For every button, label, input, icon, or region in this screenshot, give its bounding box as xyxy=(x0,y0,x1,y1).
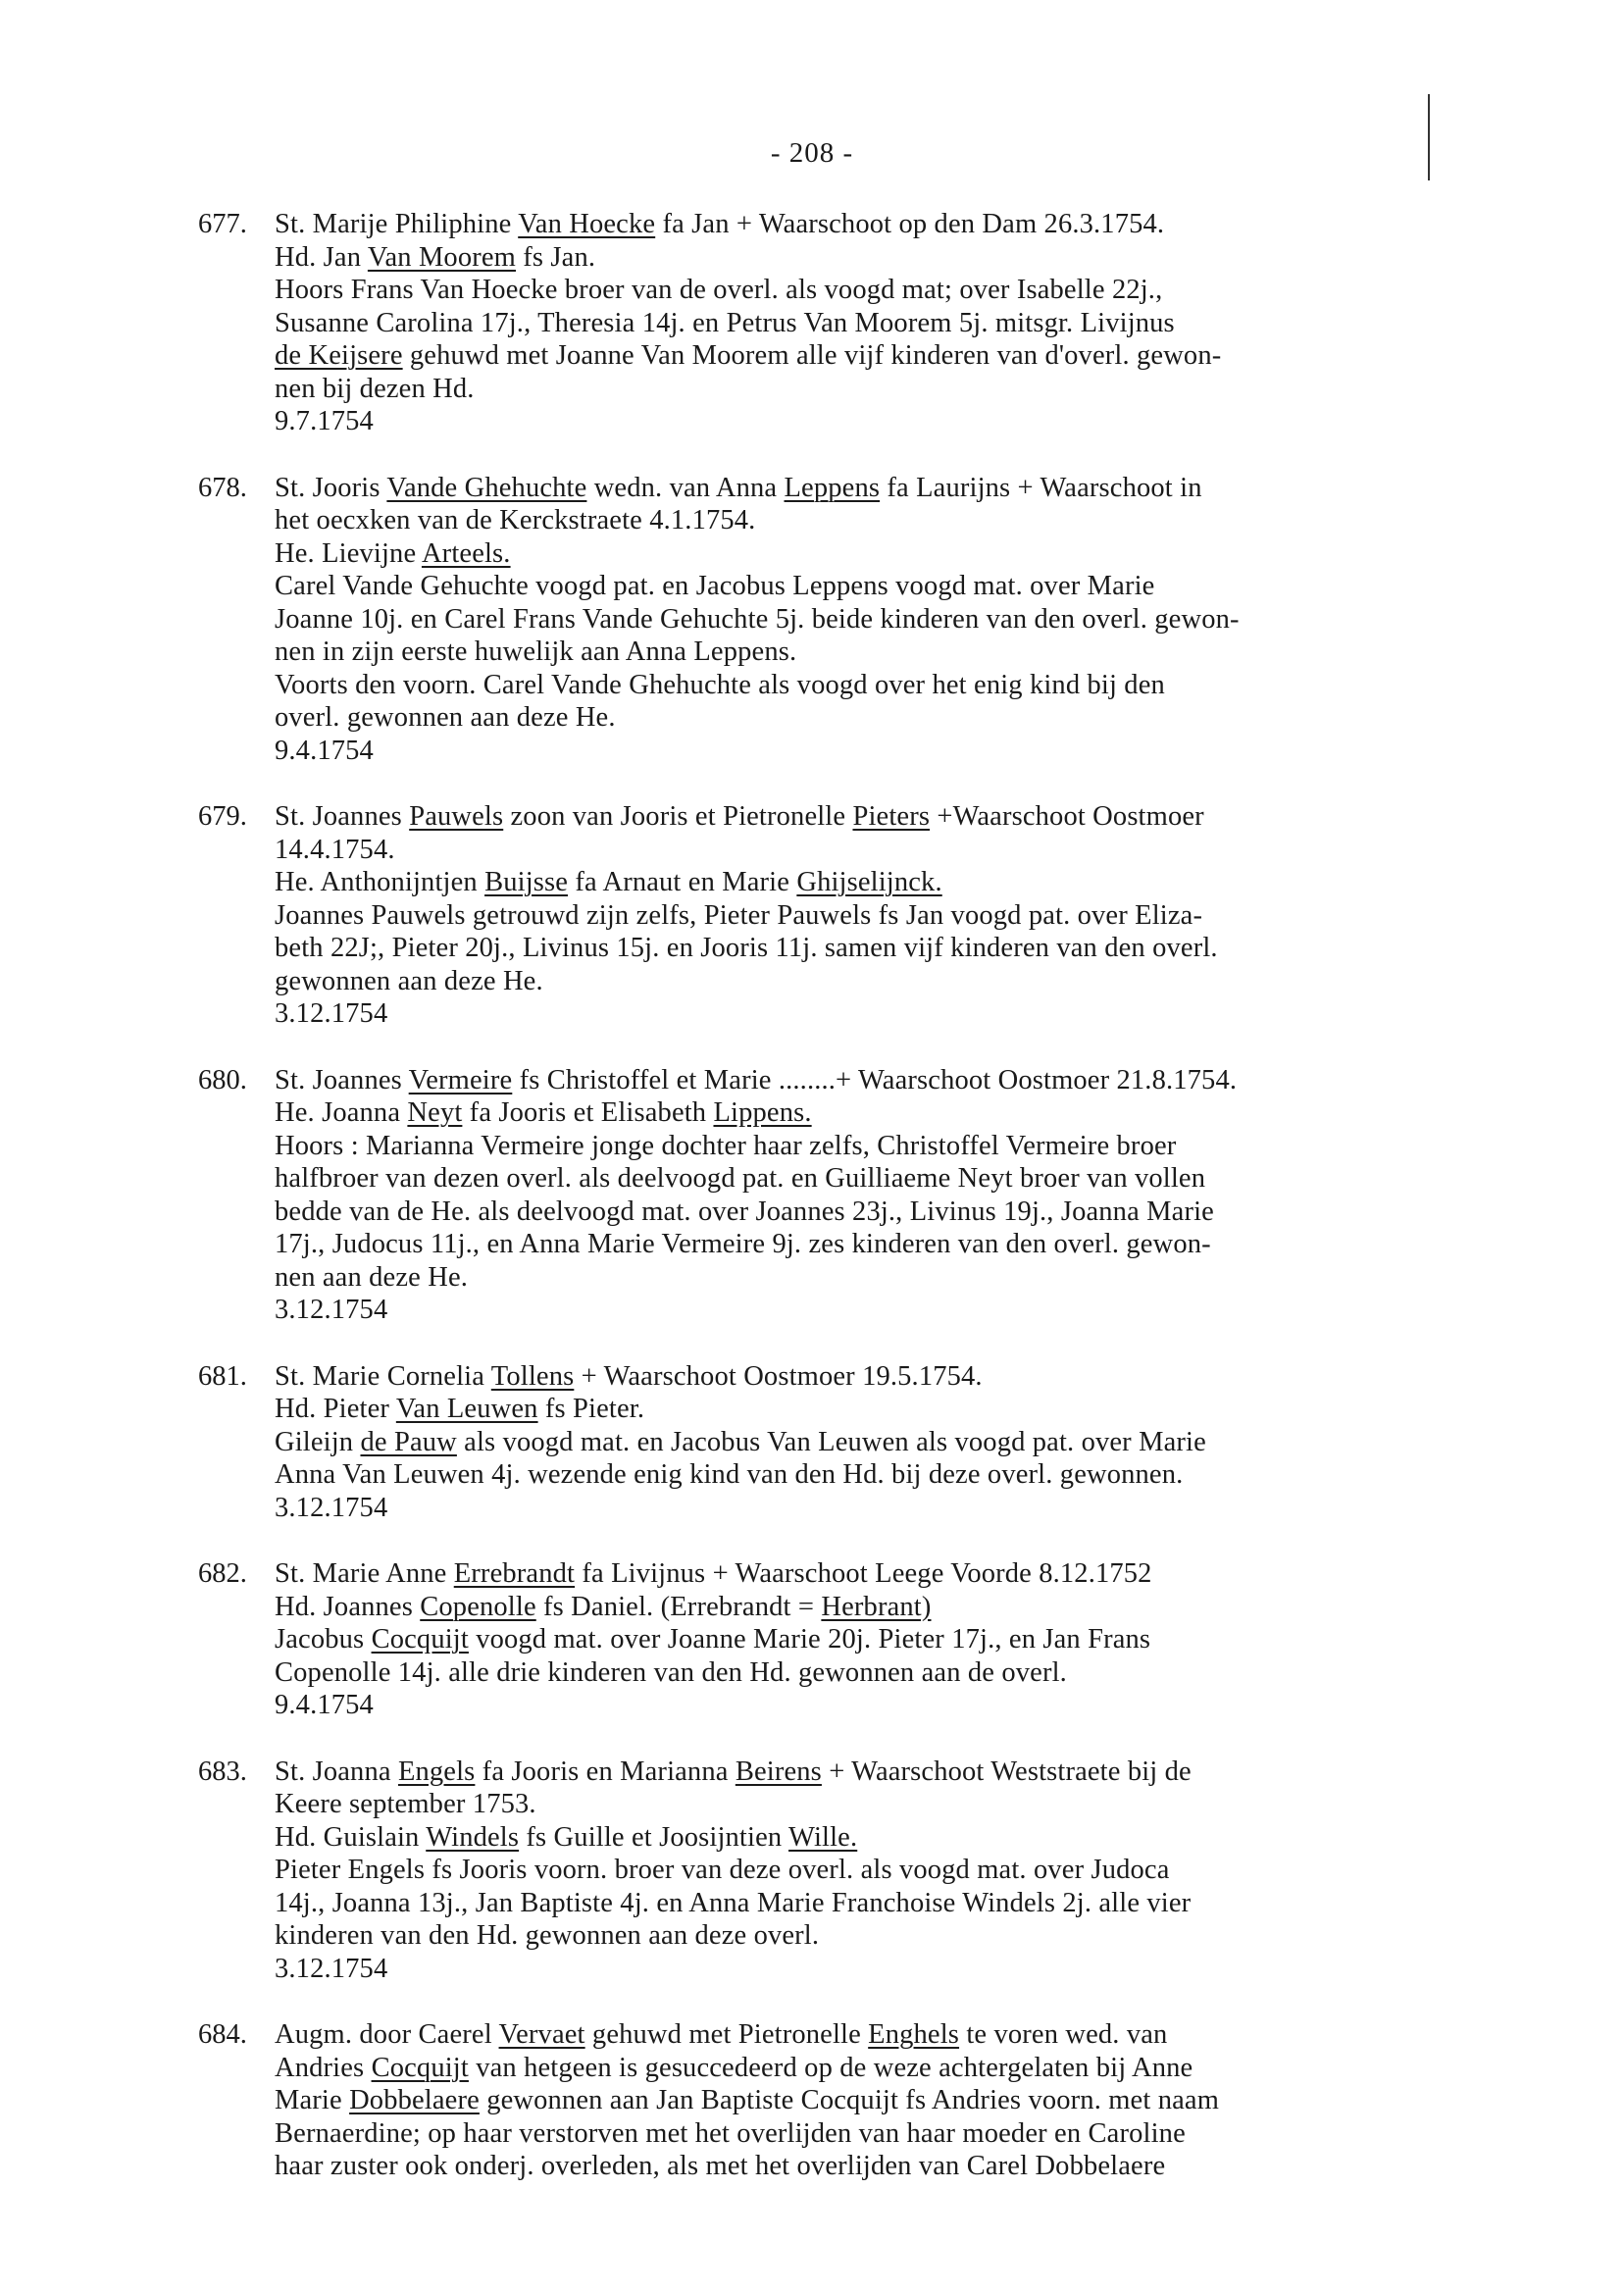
text-segment: He. Anthonijntjen xyxy=(275,867,485,897)
text-segment: gehuwd met Pietronelle xyxy=(584,2019,869,2050)
entry-line xyxy=(275,735,1571,768)
underlined-name: Van Hoecke xyxy=(518,209,656,239)
entry-line xyxy=(275,2084,1571,2117)
page-number: - 208 - xyxy=(770,137,854,169)
underlined-name: de Pauw xyxy=(360,1426,457,1457)
text-segment: fs Jan. xyxy=(516,241,596,273)
entry-line xyxy=(275,2052,1571,2085)
underlined-name: Leppens xyxy=(784,472,881,503)
entry-line xyxy=(275,1360,1571,1394)
underlined-name: Vande Ghehuchte xyxy=(386,472,587,503)
entry-line xyxy=(275,1492,1571,1525)
text-segment: + Waarschoot Weststraete bij de xyxy=(821,1756,1192,1787)
underlined-name: Beirens xyxy=(735,1756,822,1787)
entry-line xyxy=(275,307,1571,340)
entry-line xyxy=(275,1064,1571,1097)
text-segment: fa Arnaut en Marie xyxy=(568,867,797,897)
text-segment: te voren wed. van xyxy=(959,2019,1168,2050)
text-segment: wedn. van Anna xyxy=(586,472,785,503)
entry-line xyxy=(275,603,1571,636)
entry-line xyxy=(275,241,1571,275)
entry-body xyxy=(275,1557,1571,1722)
entry-number: 677. xyxy=(198,209,247,239)
entry-line xyxy=(275,965,1571,998)
entries-list xyxy=(198,208,1571,2216)
text-segment: Carel Vande Gehuchte voogd pat. en Jacobus Leppens voogd mat. over Marie xyxy=(275,571,1155,601)
text-segment: fs Christoffel et Marie ........+ Waarschoot Oostmoer 21.8.1754. xyxy=(512,1064,1238,1095)
entry-line xyxy=(275,570,1571,603)
entry-line xyxy=(275,339,1571,373)
text-segment: Voorts den voorn. Carel Vande Ghehuchte als voogd over het enig kind bij den xyxy=(275,669,1165,700)
text-segment: 3.12.1754 xyxy=(275,1492,388,1523)
entry-line xyxy=(275,405,1571,438)
entry-line xyxy=(275,1591,1571,1624)
entry-line xyxy=(275,932,1571,965)
entry-line xyxy=(275,1228,1571,1261)
entry xyxy=(198,208,1571,438)
entry-line xyxy=(275,2117,1571,2151)
entry-line xyxy=(275,373,1571,406)
text-segment: Keere september 1753. xyxy=(275,1789,536,1819)
entry-line xyxy=(275,997,1571,1031)
entry-line xyxy=(275,1096,1571,1130)
entry-line xyxy=(275,834,1571,867)
entry-body xyxy=(275,1360,1571,1525)
text-segment: Jacobus xyxy=(275,1624,372,1655)
underlined-name: Lippens. xyxy=(713,1097,812,1128)
underlined-name: Tollens xyxy=(490,1360,575,1392)
text-segment: als voogd mat. en Jacobus Van Leuwen als voogd pat. over Marie xyxy=(456,1426,1206,1457)
text-segment: halfbroer van dezen overl. als deelvoogd pat. en Guilliaeme Neyt broer van vollen xyxy=(275,1163,1206,1194)
underlined-name: Pauwels xyxy=(409,801,504,832)
text-segment: 3.12.1754 xyxy=(275,1953,388,1984)
text-segment: Anna Van Leuwen 4j. wezende enig kind van den Hd. bij deze overl. gewonnen. xyxy=(275,1459,1184,1490)
text-segment: fs Daniel. (Errebrandt = xyxy=(535,1591,822,1622)
entry-line xyxy=(275,1953,1571,1986)
entry-line xyxy=(275,1689,1571,1722)
entry-line xyxy=(275,274,1571,307)
margin-rule xyxy=(1428,94,1430,180)
underlined-name: Buijsse xyxy=(484,867,569,897)
entry-line xyxy=(275,1656,1571,1690)
text-segment: fa Laurijns + Waarschoot in xyxy=(880,472,1202,503)
entry-line xyxy=(275,1788,1571,1821)
text-segment: Hd. Pieter xyxy=(275,1394,396,1424)
entry-body xyxy=(275,2018,1571,2183)
entry-number: 679. xyxy=(198,801,247,832)
text-segment: Hd. Joannes xyxy=(275,1591,421,1622)
underlined-name: Herbrant) xyxy=(821,1591,932,1622)
entry xyxy=(198,1756,1571,1986)
entry-number: 681. xyxy=(198,1360,247,1392)
entry-line xyxy=(275,800,1571,834)
text-segment: 9.7.1754 xyxy=(275,406,374,436)
text-segment: Augm. door Caerel xyxy=(275,2019,499,2050)
underlined-name: Ghijselijnck. xyxy=(796,867,942,897)
entry-line xyxy=(275,1458,1571,1492)
underlined-name: Vervaet xyxy=(498,2019,585,2050)
text-segment: fa Livijnus + Waarschoot Leege Voorde 8.12.1752 xyxy=(575,1558,1152,1589)
text-segment: nen aan deze He. xyxy=(275,1261,469,1293)
text-segment: overl. gewonnen aan deze He. xyxy=(275,702,616,733)
text-segment: Joannes Pauwels getrouwd zijn zelfs, Pieter Pauwels fs Jan voogd pat. over Eliza- xyxy=(275,899,1203,931)
underlined-name: Errebrandt xyxy=(453,1558,576,1589)
entry-line xyxy=(275,472,1571,505)
entry-line xyxy=(275,669,1571,702)
text-segment: bedde van de He. als deelvoogd mat. over Joannes 23j., Livinus 19j., Joanna Marie xyxy=(275,1196,1214,1227)
text-segment: St. Jooris xyxy=(275,472,387,503)
entry-line xyxy=(275,636,1571,669)
text-segment: + Waarschoot Oostmoer 19.5.1754. xyxy=(574,1360,983,1392)
text-segment: Gileijn xyxy=(275,1426,361,1457)
entry-number: 682. xyxy=(198,1558,247,1589)
text-segment: fs Guille et Joosijntien xyxy=(519,1821,789,1853)
entry-line xyxy=(275,208,1571,241)
entry-line xyxy=(275,1919,1571,1953)
text-segment: St. Marije Philiphine xyxy=(275,209,519,239)
entry xyxy=(198,800,1571,1031)
entry-line xyxy=(275,1261,1571,1295)
text-segment: 9.4.1754 xyxy=(275,735,374,766)
text-segment: gewonnen aan deze He. xyxy=(275,965,543,996)
text-segment: 9.4.1754 xyxy=(275,1690,374,1720)
underlined-name: Cocquijt xyxy=(371,1624,469,1655)
entry-line xyxy=(275,1756,1571,1789)
text-segment: Pieter Engels fs Jooris voorn. broer van deze overl. als voogd mat. over Judoca xyxy=(275,1855,1170,1885)
text-segment: Hd. Guislain xyxy=(275,1821,427,1853)
entry-number: 683. xyxy=(198,1756,247,1787)
entry xyxy=(198,472,1571,768)
text-segment: fs Pieter. xyxy=(537,1394,645,1424)
text-segment: He. Lievijne xyxy=(275,537,422,569)
entry xyxy=(198,1064,1571,1327)
text-segment: 3.12.1754 xyxy=(275,1295,388,1325)
text-segment: St. Marie Anne xyxy=(275,1558,454,1589)
underlined-name: Wille. xyxy=(788,1821,858,1853)
entry-line xyxy=(275,1196,1571,1229)
underlined-name: Cocquijt xyxy=(371,2052,469,2083)
entry-line xyxy=(275,2150,1571,2183)
underlined-name: Copenolle xyxy=(420,1591,536,1622)
text-segment: Bernaerdine; op haar verstorven met het overlijden van haar moeder en Caroline xyxy=(275,2117,1186,2149)
entry-line xyxy=(275,1426,1571,1459)
entry-line xyxy=(275,701,1571,735)
text-segment: Susanne Carolina 17j., Theresia 14j. en Petrus Van Moorem 5j. mitsgr. Livijnus xyxy=(275,307,1175,338)
text-segment: fa Jan + Waarschoot op den Dam 26.3.1754. xyxy=(655,209,1165,239)
entry-number: 678. xyxy=(198,472,247,503)
entry xyxy=(198,2018,1571,2183)
entry xyxy=(198,1557,1571,1722)
text-segment: 14.4.1754. xyxy=(275,834,395,865)
text-segment: zoon van Jooris et Pietronelle xyxy=(503,801,853,832)
text-segment: Hoors : Marianna Vermeire jonge dochter haar zelfs, Christoffel Vermeire broer xyxy=(275,1130,1177,1161)
underlined-name: de Keijsere xyxy=(275,340,403,371)
underlined-name: Van Moorem xyxy=(367,241,516,273)
text-segment: Hoors Frans Van Hoecke broer van de overl. als voogd mat; over Isabelle 22j., xyxy=(275,275,1163,305)
underlined-name: Arteels. xyxy=(421,537,511,569)
text-segment: fa Jooris et Elisabeth xyxy=(462,1097,714,1128)
underlined-name: Van Leuwen xyxy=(395,1394,538,1424)
text-segment: het oecxken van de Kerckstraete 4.1.1754. xyxy=(275,505,756,535)
entry-line xyxy=(275,1854,1571,1887)
entry-line xyxy=(275,1393,1571,1426)
entry-body xyxy=(275,1064,1571,1327)
entry-line xyxy=(275,1162,1571,1196)
text-segment: Joanne 10j. en Carel Frans Vande Gehuchte 5j. beide kinderen van den overl. gewon- xyxy=(275,603,1240,635)
entry-line xyxy=(275,537,1571,571)
text-segment: St. Joannes xyxy=(275,801,410,832)
entry-line xyxy=(275,1130,1571,1163)
text-segment: +Waarschoot Oostmoer xyxy=(930,801,1204,832)
text-segment: haar zuster ook onderj. overleden, als met het overlijden van Carel Dobbelaere xyxy=(275,2151,1166,2181)
text-segment: van hetgeen is gesuccedeerd op de weze achtergelaten bij Anne xyxy=(468,2052,1193,2083)
entry-line xyxy=(275,1887,1571,1920)
entry-number: 684. xyxy=(198,2019,247,2050)
text-segment: voogd mat. over Joanne Marie 20j. Pieter 17j., en Jan Frans xyxy=(468,1624,1151,1655)
text-segment: 17j., Judocus 11j., en Anna Marie Vermeire 9j. zes kinderen van den overl. gewon- xyxy=(275,1229,1211,1259)
underlined-name: Neyt xyxy=(407,1097,463,1128)
text-segment: St. Marie Cornelia xyxy=(275,1360,491,1392)
text-segment: nen in zijn eerste huwelijk aan Anna Leppens. xyxy=(275,636,797,667)
text-segment: fa Jooris en Marianna xyxy=(475,1756,736,1787)
text-segment: He. Joanna xyxy=(275,1097,408,1128)
underlined-name: Windels xyxy=(426,1821,520,1853)
text-segment: St. Joannes xyxy=(275,1064,409,1095)
entry-body xyxy=(275,800,1571,1031)
underlined-name: Dobbelaere xyxy=(349,2085,480,2115)
text-segment: gehuwd met Joanne Van Moorem alle vijf kinderen van d'overl. gewon- xyxy=(402,340,1222,371)
text-segment: kinderen van den Hd. gewonnen aan deze overl. xyxy=(275,1920,820,1951)
entry-line xyxy=(275,1557,1571,1591)
entry-body xyxy=(275,208,1571,438)
text-segment: Copenolle 14j. alle drie kinderen van den Hd. gewonnen aan de overl. xyxy=(275,1656,1067,1688)
text-segment: Marie xyxy=(275,2085,350,2115)
entry-line xyxy=(275,1821,1571,1855)
text-segment: beth 22J;, Pieter 20j., Livinus 15j. en Jooris 11j. samen vijf kinderen van den overl. xyxy=(275,933,1218,963)
entry-line xyxy=(275,899,1571,933)
entry xyxy=(198,1360,1571,1525)
underlined-name: Enghels xyxy=(868,2019,960,2050)
text-segment: 14j., Joanna 13j., Jan Baptiste 4j. en Anna Marie Franchoise Windels 2j. alle vier xyxy=(275,1887,1192,1918)
text-segment: St. Joanna xyxy=(275,1756,398,1787)
text-segment: Andries xyxy=(275,2052,372,2083)
entry-body xyxy=(275,472,1571,768)
entry-line xyxy=(275,2018,1571,2052)
entry-line xyxy=(275,1623,1571,1656)
underlined-name: Vermeire xyxy=(408,1064,513,1095)
underlined-name: Pieters xyxy=(852,801,931,832)
entry-line xyxy=(275,1294,1571,1327)
text-segment: 3.12.1754 xyxy=(275,998,388,1029)
text-segment: Hd. Jan xyxy=(275,241,368,273)
entry-body xyxy=(275,1756,1571,1986)
underlined-name: Engels xyxy=(397,1756,476,1787)
entry-line xyxy=(275,866,1571,899)
entry-line xyxy=(275,504,1571,537)
text-segment: gewonnen aan Jan Baptiste Cocquijt fs Andries voorn. met naam xyxy=(479,2085,1220,2115)
entry-number: 680. xyxy=(198,1064,247,1095)
text-segment: nen bij dezen Hd. xyxy=(275,373,475,404)
